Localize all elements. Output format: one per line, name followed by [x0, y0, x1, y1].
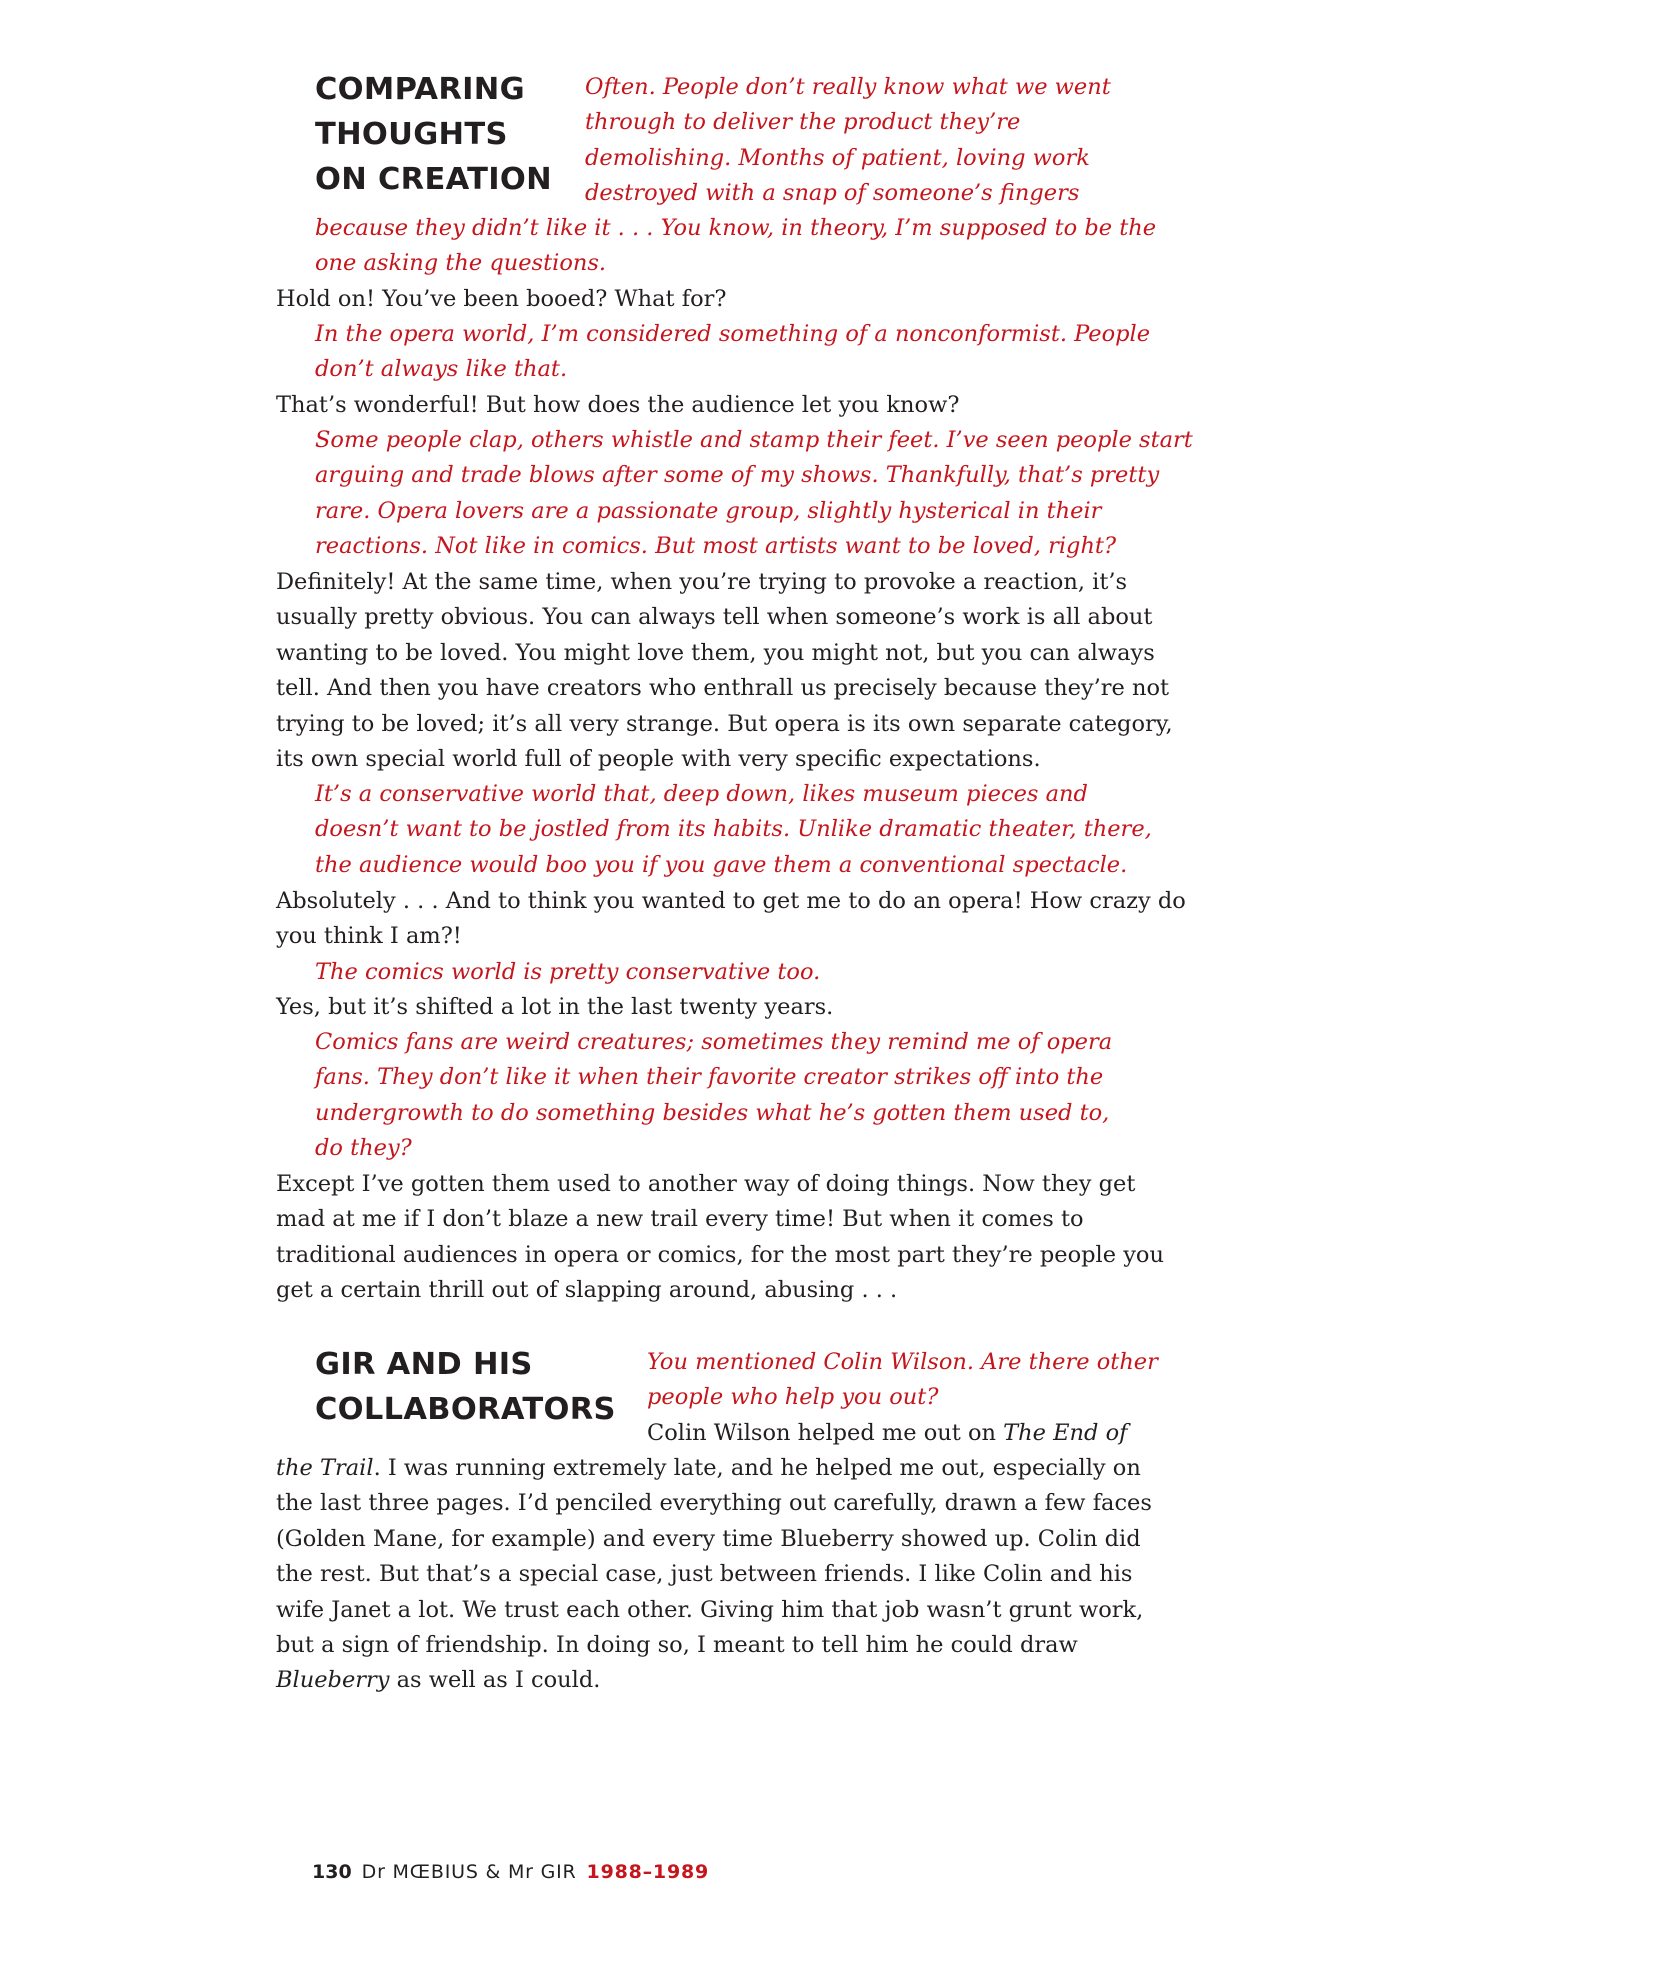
heading-line: GIR AND HIS [315, 1347, 533, 1382]
answer-5: Yes, but it’s shifted a lot in the last twenty years. [276, 994, 834, 1020]
question-5: The comics world is pretty conservative too. [315, 959, 821, 985]
heading-line: COLLABORATORS [315, 1392, 616, 1427]
book-title-blueberry: Blueberry [276, 1667, 390, 1694]
answer-2: That’s wonderful! But how does the audience let you know? [276, 392, 960, 418]
section-heading-comparing-thoughts [315, 67, 552, 202]
answer-3: Definitely! At the same time, when you’re trying to provoke a reaction, it’s usually pretty obvious. You can always tell when someone’s work is all about wanting to be loved. You might love them, you might not, but you can always tell. And then you have creators who enthrall us precisely because they’re not trying to be loved; it’s all very strange. But opera is its own separate category, its own special world full of people with very specific expectations. [276, 569, 1173, 772]
book-title-end-of-trail: The End of [1003, 1420, 1128, 1446]
answer-6: Except I’ve gotten them used to another way of doing things. Now they get mad at me if I don’t blaze a new trail every time! But when it comes to traditional audiences in opera or comics, for the most part they’re people you get a certain thrill out of slapping around, abusing . . . [276, 1171, 1164, 1304]
running-title: Dr MŒBIUS & Mr GIR [361, 1861, 577, 1883]
page-number: 130 [312, 1861, 352, 1883]
question-4: It’s a conservative world that, deep down, likes museum pieces and doesn’t want to be jostled from its habits. Unlike dramatic theater, there, the audience would boo you if you gave them a conventional spectacle. [315, 781, 1152, 878]
heading-line: ON CREATION [315, 162, 552, 197]
answer-colin-wilson-start: Colin Wilson helped me out on The End of [647, 1420, 1128, 1446]
answer-colin-wilson: the Trail. I was running extremely late, and he helped me out, especially on the last three pages. I’d penciled everything out carefully, drawn a few faces (Golden Mane, for example) and every time Blueberry showed up. Colin did the rest. But that’s a special case, just between friends. I like Colin and his wife Janet a lot. We trust each other. Giving him that job wasn’t grunt work, but a sign of friendship. In doing so, I meant to tell him he could draw Blueberry as well as I could. [276, 1455, 1152, 1694]
chapter-years: 1988–1989 [586, 1861, 710, 1883]
section-heading-gir-collaborators [315, 1342, 616, 1432]
answer-1: Hold on! You’ve been booed? What for? [276, 286, 727, 312]
question-2: In the opera world, I’m considered something of a nonconformist. People don’t always like that. [315, 321, 1151, 383]
heading-line: COMPARING [315, 72, 525, 107]
page-footer [312, 1860, 709, 1884]
question-colin-wilson: You mentioned Colin Wilson. Are there other people who help you out? [647, 1349, 1158, 1411]
book-title-the-trail: the Trail [276, 1455, 374, 1481]
question-1-continued: because they didn’t like it . . . You know, in theory, I’m supposed to be the one asking the questions. [315, 215, 1157, 277]
question-1-side: Often. People don’t really know what we went through to deliver the product they’re demolishing. Months of patient, loving work destroyed with a snap of someone’s fingers [585, 74, 1111, 207]
heading-line: THOUGHTS [315, 117, 508, 152]
question-3: Some people clap, others whistle and stamp their feet. I’ve seen people start arguing and trade blows after some of my shows. Thankfully, that’s pretty rare. Opera lovers are a passionate group, slightly hysterical in their reactions. Not like in comics. But most artists want to be loved, right? [315, 427, 1193, 560]
answer-4: Absolutely . . . And to think you wanted to get me to do an opera! How crazy do you think I am?! [276, 888, 1186, 950]
question-6: Comics fans are weird creatures; sometimes they remind me of opera fans. They don’t like it when their favorite creator strikes off into the undergrowth to do something besides what he’s gotten them used to, do they? [315, 1029, 1113, 1162]
